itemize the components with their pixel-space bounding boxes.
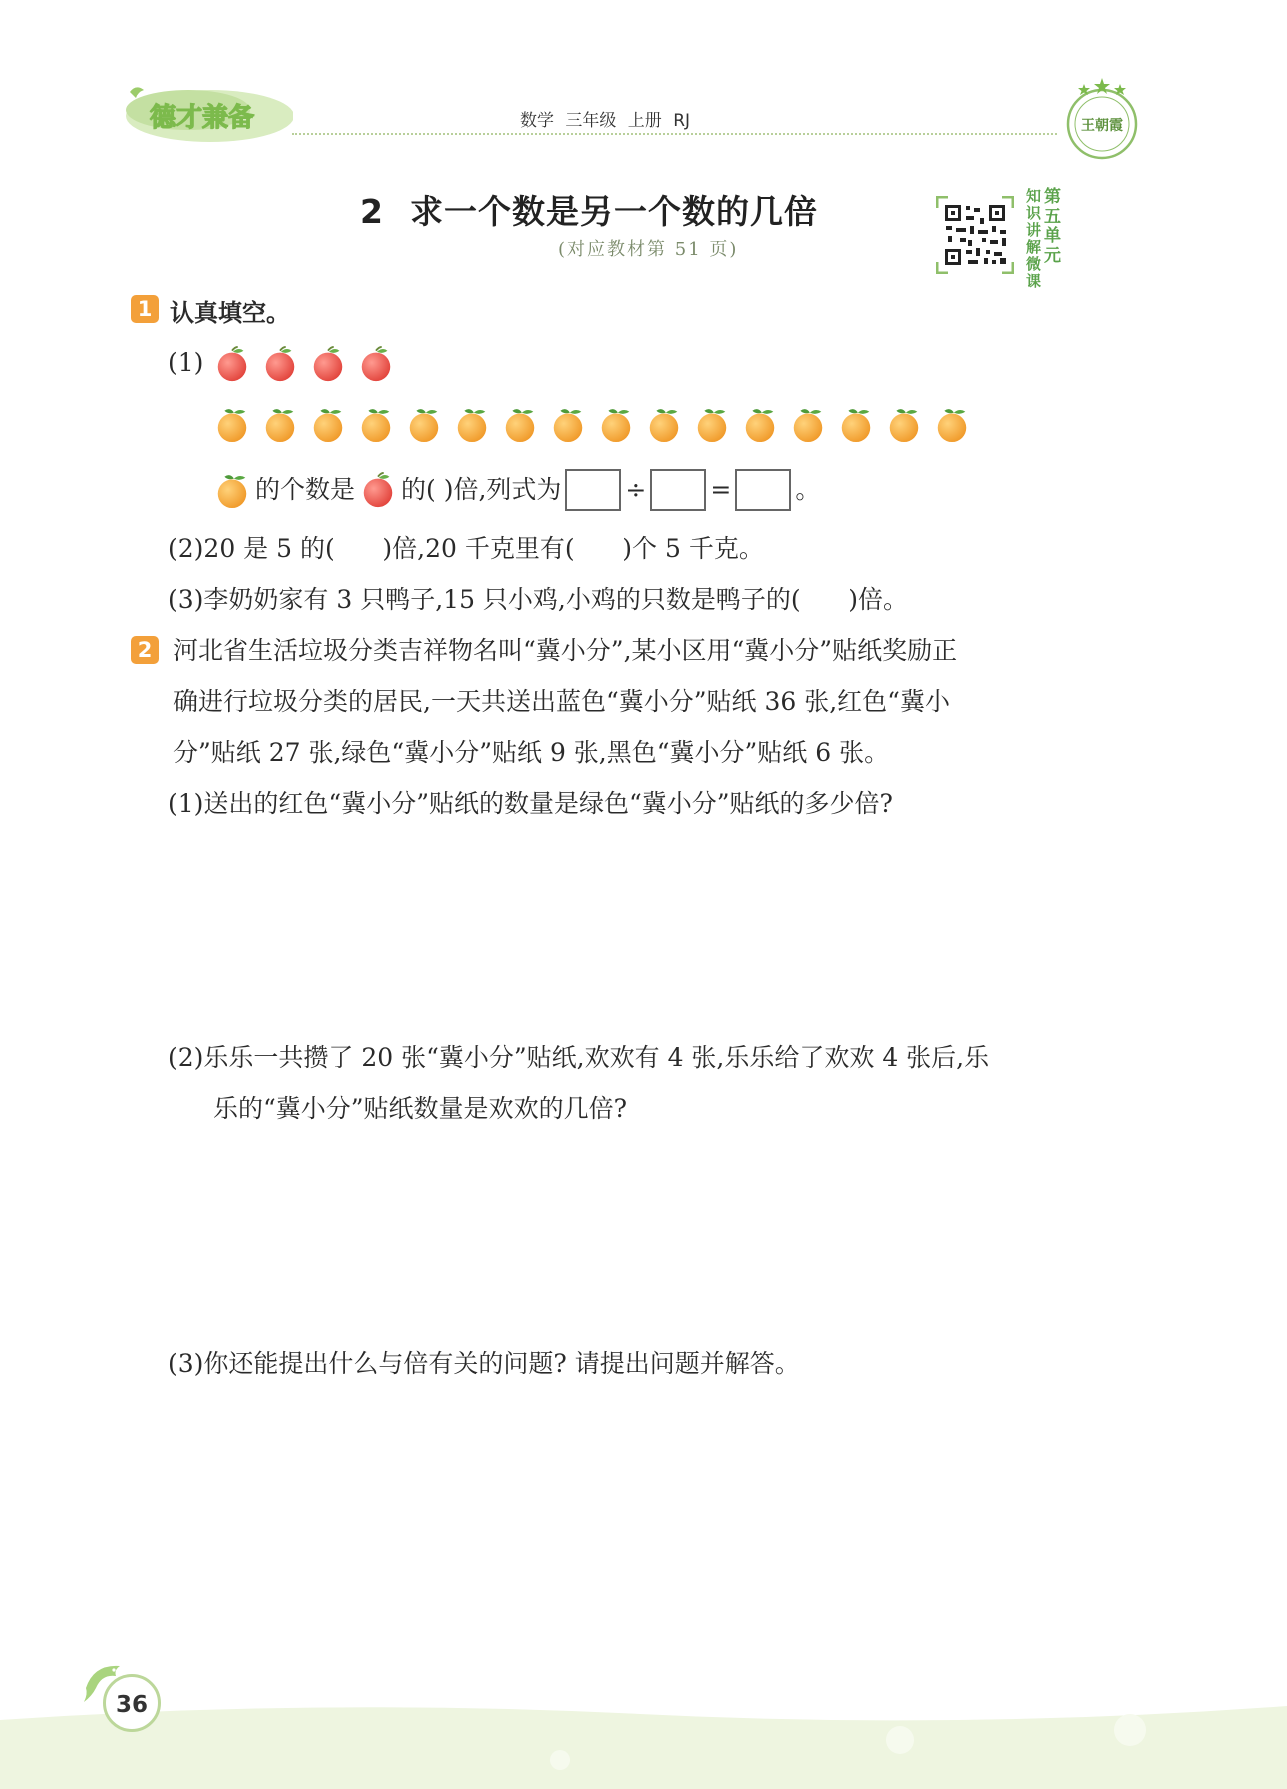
side-char: 五 — [1044, 206, 1061, 227]
apple-icon — [261, 345, 299, 383]
question-2-part-2-line-1: (2)乐乐一共攒了 20 张“冀小分”贴纸,欢欢有 4 张,乐乐给了欢欢 4 张后,乐 — [168, 1043, 990, 1072]
apple-row — [213, 345, 395, 383]
side-char: 课 — [1026, 272, 1042, 290]
brand-logo-text: 德才兼备 — [150, 103, 255, 133]
side-char: 微 — [1026, 255, 1042, 273]
answer-box-dividend[interactable] — [565, 469, 621, 511]
apple-icon — [357, 345, 395, 383]
equals-sign: = — [710, 475, 732, 504]
brand-logo — [118, 82, 293, 144]
orange-icon — [693, 405, 731, 443]
answer-box-quotient[interactable] — [735, 469, 791, 511]
side-char: 识 — [1026, 204, 1042, 222]
orange-icon — [549, 405, 587, 443]
question-number-badge: 2 — [131, 636, 159, 664]
period-mark: 。 — [795, 475, 821, 504]
sentence-text: 的( )倍,列式为 — [401, 475, 562, 504]
question-1-part-3: (3)李奶奶家有 3 只鸭子,15 只小鸡,小鸡的只数是鸭子的( )倍。 — [168, 585, 909, 614]
question-number-badge: 1 — [131, 295, 159, 323]
orange-icon — [933, 405, 971, 443]
question-2-part-2-line-2: 乐的“冀小分”贴纸数量是欢欢的几倍? — [213, 1094, 627, 1123]
orange-icon — [213, 471, 251, 509]
divide-sign: ÷ — [625, 475, 647, 504]
question-2-part-1: (1)送出的红色“冀小分”贴纸的数量是绿色“冀小分”贴纸的多少倍? — [168, 789, 893, 818]
side-char: 解 — [1026, 238, 1042, 256]
page-number: 36 — [103, 1674, 161, 1732]
question-2-intro-line-1: 河北省生活垃圾分类吉祥物名叫“冀小分”,某小区用“冀小分”贴纸奖励正 — [173, 636, 958, 665]
orange-icon — [357, 405, 395, 443]
part-1-sentence — [213, 464, 820, 515]
orange-icon — [789, 405, 827, 443]
section-number: 2 — [360, 192, 384, 231]
orange-icon — [501, 405, 539, 443]
side-char: 元 — [1044, 245, 1061, 266]
orange-icon — [645, 405, 683, 443]
footer-decoration — [0, 1690, 1287, 1789]
orange-icon — [261, 405, 299, 443]
orange-icon — [885, 405, 923, 443]
orange-icon — [597, 405, 635, 443]
orange-icon — [405, 405, 443, 443]
orange-icon — [309, 405, 347, 443]
orange-row — [213, 405, 971, 443]
question-2-part-3: (3)你还能提出什么与倍有关的问题? 请提出问题并解答。 — [168, 1349, 800, 1378]
seal-text: 王朝霞 — [1081, 118, 1123, 134]
question-1-part-2: (2)20 是 5 的( )倍,20 千克里有( )个 5 千克。 — [168, 534, 764, 563]
page-title — [360, 186, 818, 233]
side-char: 知 — [1026, 187, 1042, 205]
question-2-intro-line-3: 分”贴纸 27 张,绿色“冀小分”贴纸 9 张,黑色“冀小分”贴纸 6 张。 — [173, 738, 890, 767]
micro-lesson-label — [1026, 188, 1044, 290]
header-subject-line: 数学 三年级 上册 RJ — [520, 111, 691, 131]
sentence-text: 的个数是 — [255, 475, 356, 504]
question-1-heading: 认真填空。 — [170, 299, 290, 327]
orange-icon — [837, 405, 875, 443]
author-seal-icon — [1062, 76, 1142, 162]
part-1-label: (1) — [168, 348, 204, 377]
orange-icon — [453, 405, 491, 443]
orange-icon — [213, 405, 251, 443]
apple-icon — [359, 471, 397, 509]
side-char: 讲 — [1026, 221, 1042, 239]
textbook-page-reference: (对应教材第 51 页) — [558, 239, 739, 260]
side-char: 单 — [1044, 226, 1061, 246]
unit-label — [1044, 188, 1064, 266]
header-rule — [292, 133, 1057, 135]
apple-icon — [309, 345, 347, 383]
qr-code-icon[interactable] — [936, 196, 1014, 274]
question-2-intro-line-2: 确进行垃圾分类的居民,一天共送出蓝色“冀小分”贴纸 36 张,红色“冀小 — [173, 687, 950, 716]
answer-box-divisor[interactable] — [650, 469, 706, 511]
section-title: 求一个数是另一个数的几倍 — [409, 192, 818, 231]
side-char: 第 — [1044, 187, 1061, 207]
apple-icon — [213, 345, 251, 383]
orange-icon — [741, 405, 779, 443]
